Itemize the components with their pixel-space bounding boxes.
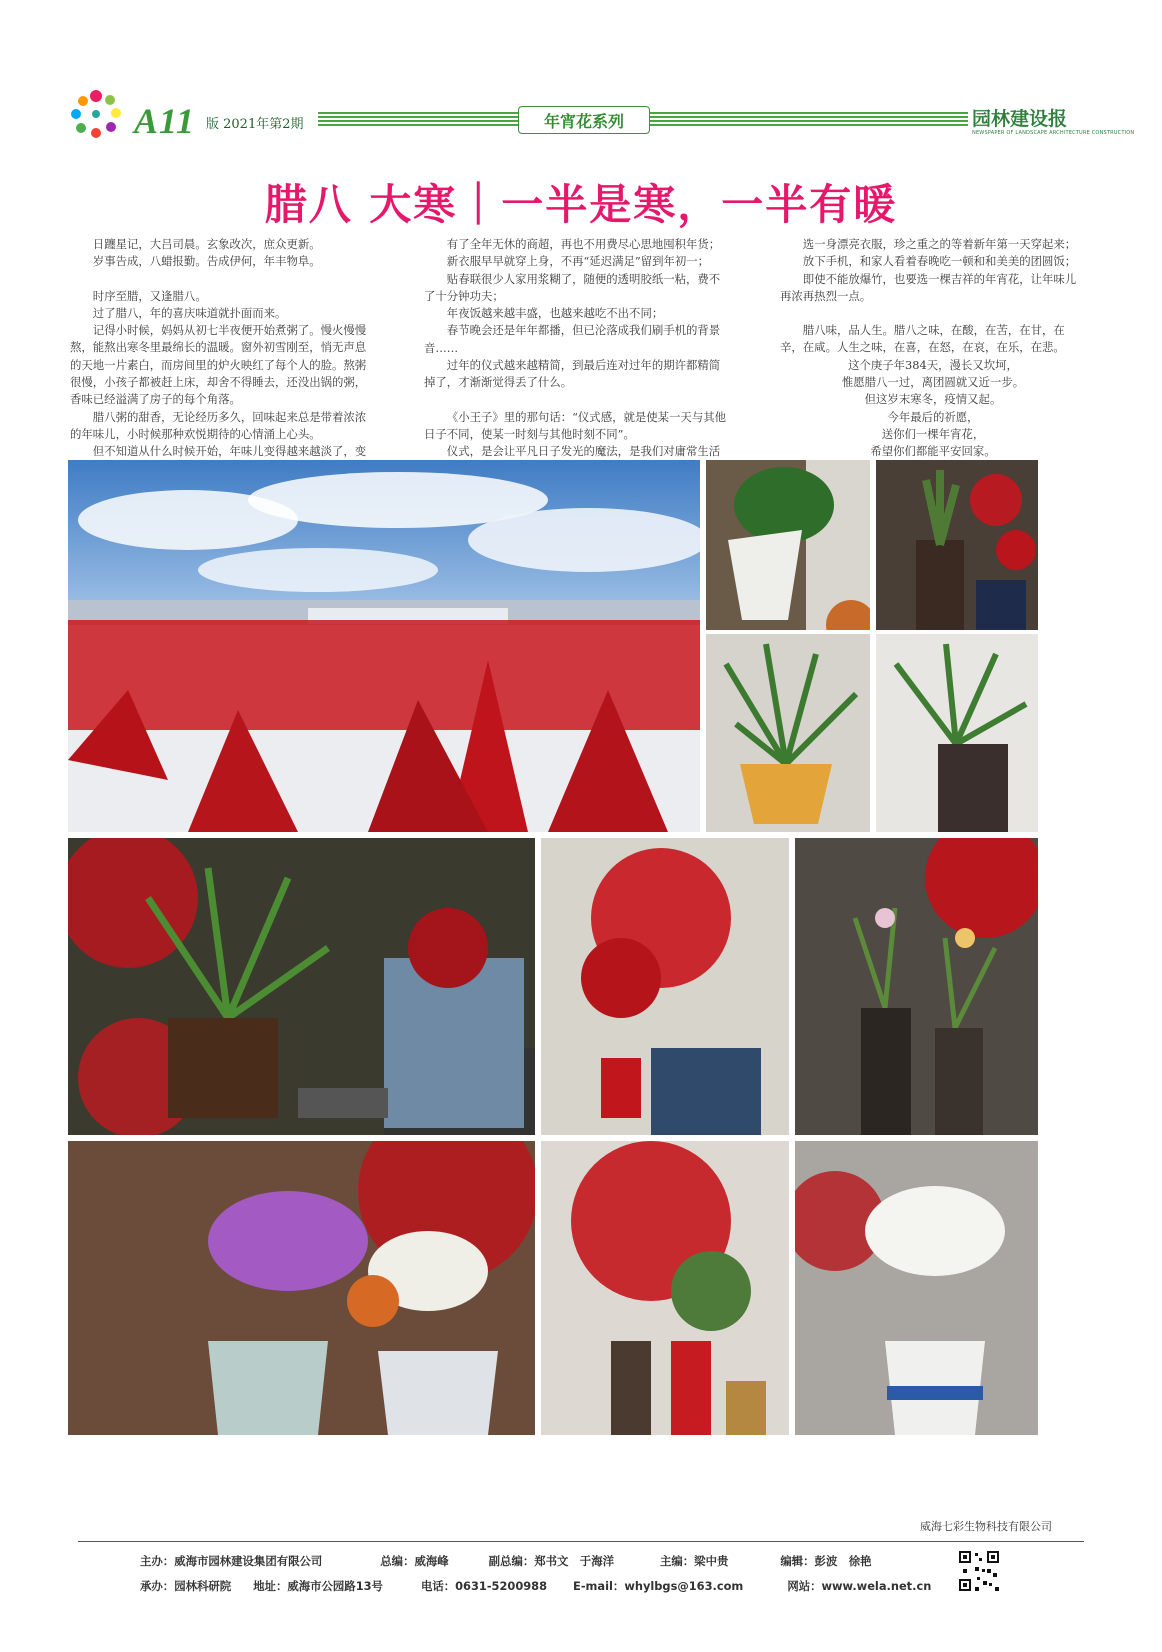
photo-sansevieria-winterberry — [876, 460, 1038, 630]
footer-item — [489, 1553, 614, 1569]
photo-credit: 威海七彩生物科技有限公司 — [920, 1520, 1052, 1533]
paragraph: 日躔星记，大吕司晨。玄象改次，庶众更新。 — [92, 237, 321, 251]
footer-divider — [78, 1541, 1084, 1542]
footer-value: 梁中贵 — [694, 1554, 729, 1568]
masthead-subtitle: NEWSPAPER OF LANDSCAPE ARCHITECTURE CONSTRUCTION — [972, 130, 1135, 136]
footer-value: 0631-5200988 — [455, 1579, 548, 1593]
issue-label: 版 2021年第2期 — [206, 117, 304, 132]
photo-phalaenopsis-table — [68, 1141, 535, 1435]
footer-item — [573, 1578, 743, 1594]
footer-item — [140, 1578, 231, 1594]
footer-label: 编辑： — [780, 1554, 815, 1568]
footer-item — [380, 1553, 448, 1569]
page-number: A11 — [134, 101, 196, 141]
text-column-2 — [424, 236, 730, 478]
paragraph: 岁事告成，八蜡报勤。告成伊何，年丰物阜。 — [92, 254, 321, 269]
footer-row-1 — [140, 1553, 872, 1569]
section-label: 年宵花系列 — [518, 106, 650, 134]
footer-value: 彭波 徐艳 — [814, 1554, 872, 1568]
header-stripe-right — [650, 112, 968, 128]
photo-topiary-pots — [706, 460, 870, 630]
footer-item — [140, 1553, 322, 1569]
footer-label: 地址： — [253, 1579, 288, 1593]
paragraph — [424, 392, 730, 409]
footer-label: 副总编： — [488, 1554, 535, 1568]
paragraph: 腊八粥的甜香，无论经历多久，回味起来总是带着浓浓的年味儿，小时候那种欢悦期待的心情涌上心头。 — [70, 409, 367, 441]
footer-item — [253, 1578, 383, 1594]
paragraph: 腊八味，品人生。腊八之味，在酸，在苦，在甘，在辛，在咸。人生之味，在喜，在怒，在哀，在乐，在悲。 — [780, 323, 1065, 355]
paragraph: 希望你们都能平安回家。 — [870, 444, 996, 459]
qr-code-icon — [957, 1549, 1001, 1593]
paragraph: 有了全年无休的商超，再也不用费尽心思地囤积年货； — [446, 237, 721, 251]
text-column-1 — [70, 236, 376, 478]
footer-value: 威海市园林建设集团有限公司 — [174, 1554, 323, 1568]
footer-value: 威海市公园路13号 — [287, 1579, 383, 1593]
paragraph: 《小王子》里的那句话：“仪式感，就是使某一天与其他日子不同，使某一时刻与其他时刻不同”。 — [424, 409, 726, 441]
paragraph: 今年最后的祈愿， — [887, 409, 979, 424]
paragraph: 送你们一棵年宵花， — [881, 426, 985, 441]
footer-value: 园林科研院 — [174, 1579, 232, 1593]
paragraph: 时序至腊，又逢腊八。 — [92, 288, 207, 303]
paragraph: 新衣服早早就穿上身，不再“延迟满足”留到年初一； — [446, 254, 710, 269]
photo-winterberry-field — [68, 460, 700, 832]
paragraph: 记得小时候，妈妈从初七半夜便开始煮粥了。慢火慢慢熬，能熬出寒冬里最绵长的温暖。窗外初雪刚至，悄无声息的天地一片素白，而房间里的炉火映红了每个人的脸。熬粥很慢，小孩子都被赶上床，却舍不得睡去，还没出锅的粥，香味已经溢满了房子的每个角落。 — [70, 323, 367, 407]
photo-orchid-yellow-pot — [706, 634, 870, 832]
paragraph: 但这岁末寒冬，疫情又起。 — [864, 392, 1002, 407]
photo-orchid-dark-pot — [876, 634, 1038, 832]
masthead: 园林建设报 — [972, 108, 1068, 130]
paragraph: 惟愿腊八一过，离团圆就又近一步。 — [841, 375, 1025, 390]
paragraph — [70, 271, 376, 288]
footer-value[interactable]: whylbgs@163.com — [624, 1579, 744, 1593]
paragraph: 即使不能放爆竹，也要选一棵吉祥的年宵花，让年味儿再浓再热烈一点。 — [780, 271, 1077, 303]
header-stripe-left — [318, 112, 518, 128]
footer-label: 网站： — [787, 1579, 822, 1593]
photo-winterberry-arrangement — [541, 838, 789, 1135]
logo-flower-icon — [66, 86, 130, 146]
text-column-3 — [780, 236, 1086, 461]
paragraph — [780, 305, 1086, 322]
footer-row-2 — [140, 1578, 931, 1594]
paragraph: 选一身漂亮衣服，珍之重之的等着新年第一天穿起来； — [802, 237, 1077, 251]
paragraph: 年夜饭越来越丰盛，也越来越吃不出不同； — [446, 306, 664, 321]
footer-value[interactable]: www.wela.net.cn — [821, 1579, 932, 1593]
footer-item — [660, 1553, 728, 1569]
footer-label: 总编： — [380, 1554, 415, 1568]
paragraph: 放下手机，和家人看着春晚吃一顿和和美美的团圆饭； — [802, 254, 1077, 269]
footer-label: E-mail： — [573, 1579, 625, 1593]
footer-item — [421, 1578, 547, 1594]
photo-oncidium-pots — [795, 838, 1038, 1135]
paragraph: 这个庚子年384天，漫长又坎坷， — [848, 357, 1018, 372]
photo-orchid-blue-planter — [68, 838, 535, 1135]
footer-item — [787, 1578, 931, 1594]
paragraph: 仪式，是会让平凡日子发光的魔法，是我们对庸常生活 — [446, 444, 721, 459]
article-title: 腊八 大寒｜一半是寒，一半有暖 — [264, 180, 898, 229]
paragraph: 春节晚会还是年年都播，但已沦落成我们刷手机的背景音…… — [424, 323, 721, 355]
footer-value: 郑书文 于海洋 — [534, 1554, 614, 1568]
paragraph: 过了腊八，年的喜庆味道就扑面而来。 — [92, 305, 287, 320]
footer-label: 主办： — [140, 1554, 175, 1568]
footer-label: 电话： — [420, 1579, 456, 1593]
footer-label: 主编： — [659, 1554, 695, 1568]
paragraph: 过年的仪式越来越精简，到最后连对过年的期许都精简掉了，才渐渐觉得丢了什么。 — [424, 358, 721, 390]
footer-value: 威海峰 — [414, 1554, 449, 1568]
photo-white-phalaenopsis — [795, 1141, 1038, 1435]
footer-label: 承办： — [140, 1579, 175, 1593]
paragraph: 贴春联很少人家用浆糊了，随便的透明胶纸一粘，费不了十分钟功夫； — [424, 271, 721, 303]
footer-item — [780, 1553, 871, 1569]
photo-winterberry-vases — [541, 1141, 789, 1435]
paragraph: 但不知道从什么时候开始，年味儿变得越来越淡了，变 — [92, 444, 367, 459]
